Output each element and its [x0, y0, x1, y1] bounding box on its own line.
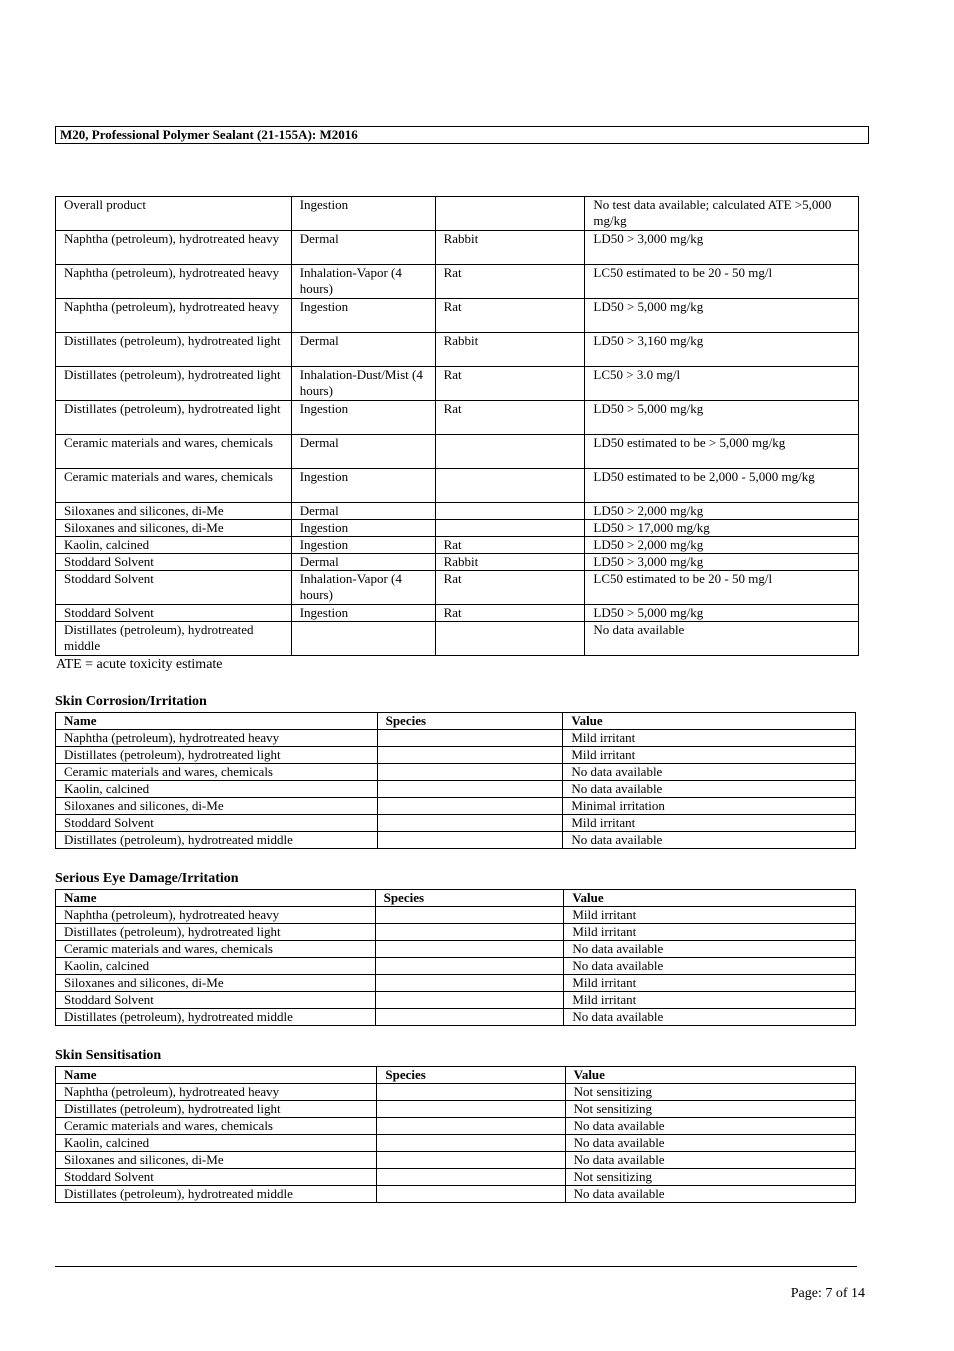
table-cell: Kaolin, calcined	[56, 537, 292, 554]
table-cell: LD50 > 5,000 mg/kg	[585, 299, 859, 333]
table-cell: LD50 estimated to be > 5,000 mg/kg	[585, 435, 859, 469]
table-cell: Distillates (petroleum), hydrotreated light	[56, 333, 292, 367]
skin-sensitisation-table	[55, 1066, 856, 1203]
table-cell: Stoddard Solvent	[56, 1169, 377, 1186]
table-cell: Siloxanes and silicones, di-Me	[56, 503, 292, 520]
table-cell: Siloxanes and silicones, di-Me	[56, 1152, 377, 1169]
table-row	[56, 231, 859, 265]
table-cell: Kaolin, calcined	[56, 958, 376, 975]
table-cell: Rabbit	[435, 554, 585, 571]
table-cell: No data available	[565, 1152, 855, 1169]
table-cell: Ceramic materials and wares, chemicals	[56, 941, 376, 958]
table-row	[56, 537, 859, 554]
table-row	[56, 435, 859, 469]
skin-corrosion-table	[55, 712, 856, 849]
document-header: M20, Professional Polymer Sealant (21-155A): M2016	[55, 126, 869, 144]
table-cell: Distillates (petroleum), hydrotreated light	[56, 747, 378, 764]
table-cell: Siloxanes and silicones, di-Me	[56, 975, 376, 992]
table-cell: Naphtha (petroleum), hydrotreated heavy	[56, 1084, 377, 1101]
column-header: Name	[56, 713, 378, 730]
column-header: Value	[565, 1067, 855, 1084]
table-row	[56, 958, 856, 975]
table-row	[56, 299, 859, 333]
table-cell: Dermal	[291, 231, 435, 265]
table-cell	[435, 520, 585, 537]
table-cell	[375, 907, 564, 924]
table-cell	[435, 622, 585, 656]
table-cell: Rat	[435, 265, 585, 299]
table-row	[56, 1152, 856, 1169]
table-row	[56, 554, 859, 571]
skin-sensitisation-title: Skin Sensitisation	[55, 1048, 162, 1063]
table-cell: LC50 estimated to be 20 - 50 mg/l	[585, 265, 859, 299]
table-cell	[435, 197, 585, 231]
table-cell: Ceramic materials and wares, chemicals	[56, 435, 292, 469]
table-cell	[291, 622, 435, 656]
table-cell	[375, 924, 564, 941]
acute-toxicity-table	[55, 196, 859, 656]
table-cell	[377, 730, 563, 747]
table-cell: Rat	[435, 401, 585, 435]
table-cell: Not sensitizing	[565, 1169, 855, 1186]
table-cell: Rabbit	[435, 333, 585, 367]
column-header: Value	[563, 713, 856, 730]
eye-damage-table	[55, 889, 856, 1026]
column-header: Species	[377, 713, 563, 730]
table-cell: Ingestion	[291, 401, 435, 435]
table-row	[56, 975, 856, 992]
table-cell	[375, 975, 564, 992]
table-cell: No data available	[563, 832, 856, 849]
table-cell	[377, 1169, 565, 1186]
table-cell	[377, 798, 563, 815]
table-cell: Inhalation-Vapor (4 hours)	[291, 265, 435, 299]
table-cell: Dermal	[291, 554, 435, 571]
table-cell	[375, 1009, 564, 1026]
table-row	[56, 924, 856, 941]
table-cell: LC50 estimated to be 20 - 50 mg/l	[585, 571, 859, 605]
table-cell: Ingestion	[291, 605, 435, 622]
table-cell: Rat	[435, 367, 585, 401]
table-row	[56, 197, 859, 231]
table-cell: Dermal	[291, 503, 435, 520]
table-cell	[377, 1118, 565, 1135]
table-cell	[377, 1101, 565, 1118]
table-cell: Mild irritant	[564, 924, 856, 941]
table-cell: Mild irritant	[563, 815, 856, 832]
table-cell: LC50 > 3.0 mg/l	[585, 367, 859, 401]
table-row	[56, 1009, 856, 1026]
table-row	[56, 798, 856, 815]
table-cell: Naphtha (petroleum), hydrotreated heavy	[56, 231, 292, 265]
table-cell: Distillates (petroleum), hydrotreated light	[56, 401, 292, 435]
table-cell: Naphtha (petroleum), hydrotreated heavy	[56, 730, 378, 747]
table-cell: LD50 > 2,000 mg/kg	[585, 503, 859, 520]
table-row	[56, 1186, 856, 1203]
table-row	[56, 367, 859, 401]
table-cell: Naphtha (petroleum), hydrotreated heavy	[56, 265, 292, 299]
table-cell: Ceramic materials and wares, chemicals	[56, 469, 292, 503]
table-header-row	[56, 890, 856, 907]
footer-divider	[55, 1266, 857, 1267]
table-cell: No data available	[564, 1009, 856, 1026]
table-row	[56, 571, 859, 605]
table-cell: Naphtha (petroleum), hydrotreated heavy	[56, 299, 292, 333]
column-header: Name	[56, 1067, 377, 1084]
table-row	[56, 832, 856, 849]
table-cell: Ingestion	[291, 469, 435, 503]
table-cell: Kaolin, calcined	[56, 781, 378, 798]
table-cell: LD50 > 5,000 mg/kg	[585, 605, 859, 622]
table-row	[56, 1118, 856, 1135]
table-cell: LD50 > 3,000 mg/kg	[585, 554, 859, 571]
table-cell: Distillates (petroleum), hydrotreated middle	[56, 1009, 376, 1026]
table-cell	[377, 1084, 565, 1101]
table-cell	[435, 469, 585, 503]
table-cell: Ingestion	[291, 299, 435, 333]
table-row	[56, 815, 856, 832]
table-cell	[377, 781, 563, 798]
table-row	[56, 401, 859, 435]
table-cell: Rabbit	[435, 231, 585, 265]
table-cell: Rat	[435, 537, 585, 554]
table-cell: No data available	[564, 941, 856, 958]
table-cell: Kaolin, calcined	[56, 1135, 377, 1152]
table-cell: Not sensitizing	[565, 1101, 855, 1118]
table-cell: Inhalation-Dust/Mist (4 hours)	[291, 367, 435, 401]
table-cell: Ceramic materials and wares, chemicals	[56, 1118, 377, 1135]
table-cell: Stoddard Solvent	[56, 571, 292, 605]
table-cell: Not sensitizing	[565, 1084, 855, 1101]
table-cell	[377, 747, 563, 764]
table-cell: Stoddard Solvent	[56, 815, 378, 832]
table-cell: Stoddard Solvent	[56, 992, 376, 1009]
table-row	[56, 781, 856, 798]
table-row	[56, 764, 856, 781]
column-header: Species	[377, 1067, 565, 1084]
table-cell: Ingestion	[291, 197, 435, 231]
table-cell: Stoddard Solvent	[56, 554, 292, 571]
table-cell: No data available	[565, 1135, 855, 1152]
table-row	[56, 747, 856, 764]
table-cell: LD50 > 17,000 mg/kg	[585, 520, 859, 537]
table-cell: Distillates (petroleum), hydrotreated light	[56, 924, 376, 941]
table-cell: Naphtha (petroleum), hydrotreated heavy	[56, 907, 376, 924]
table-cell: Overall product	[56, 197, 292, 231]
table-row	[56, 333, 859, 367]
table-cell: No data available	[565, 1118, 855, 1135]
table-cell: LD50 > 3,000 mg/kg	[585, 231, 859, 265]
table-row	[56, 622, 859, 656]
table-row	[56, 730, 856, 747]
table-header-row	[56, 1067, 856, 1084]
table-row	[56, 1084, 856, 1101]
table-cell: Mild irritant	[563, 730, 856, 747]
table-cell: Rat	[435, 299, 585, 333]
page-number: Page: 7 of 14	[790, 1286, 865, 1301]
table-cell: No data available	[563, 764, 856, 781]
table-cell: Rat	[435, 571, 585, 605]
table-cell	[377, 1152, 565, 1169]
table-cell: LD50 > 3,160 mg/kg	[585, 333, 859, 367]
table-cell: No test data available; calculated ATE >5,000 mg/kg	[585, 197, 859, 231]
table-cell	[377, 815, 563, 832]
table-cell: Mild irritant	[563, 747, 856, 764]
table-cell: LD50 estimated to be 2,000 - 5,000 mg/kg	[585, 469, 859, 503]
table-row	[56, 469, 859, 503]
table-cell: LD50 > 5,000 mg/kg	[585, 401, 859, 435]
table-row	[56, 1169, 856, 1186]
table-cell	[377, 832, 563, 849]
table-cell: Mild irritant	[564, 907, 856, 924]
table-cell: No data available	[564, 958, 856, 975]
eye-damage-title: Serious Eye Damage/Irritation	[55, 871, 239, 886]
table-cell: No data available	[563, 781, 856, 798]
table-cell: Siloxanes and silicones, di-Me	[56, 520, 292, 537]
table-cell	[375, 941, 564, 958]
table-row	[56, 992, 856, 1009]
table-cell: Mild irritant	[564, 992, 856, 1009]
table-header-row	[56, 713, 856, 730]
table-cell	[375, 992, 564, 1009]
table-cell: No data available	[585, 622, 859, 656]
table-cell: Ingestion	[291, 520, 435, 537]
table-cell: Dermal	[291, 333, 435, 367]
table-row	[56, 907, 856, 924]
table-cell	[435, 503, 585, 520]
table-cell: Rat	[435, 605, 585, 622]
column-header: Name	[56, 890, 376, 907]
table-row	[56, 605, 859, 622]
table-cell: Minimal irritation	[563, 798, 856, 815]
table-cell: Mild irritant	[564, 975, 856, 992]
table-cell: Distillates (petroleum), hydrotreated middle	[56, 622, 292, 656]
table-row	[56, 503, 859, 520]
table-cell: Distillates (petroleum), hydrotreated middle	[56, 1186, 377, 1203]
column-header: Value	[564, 890, 856, 907]
column-header: Species	[375, 890, 564, 907]
table-cell: No data available	[565, 1186, 855, 1203]
table-cell: Siloxanes and silicones, di-Me	[56, 798, 378, 815]
table-cell: Distillates (petroleum), hydrotreated light	[56, 1101, 377, 1118]
table-cell: Inhalation-Vapor (4 hours)	[291, 571, 435, 605]
table-cell: Dermal	[291, 435, 435, 469]
ate-note: ATE = acute toxicity estimate	[56, 657, 223, 672]
table-cell: Ceramic materials and wares, chemicals	[56, 764, 378, 781]
table-cell: Ingestion	[291, 537, 435, 554]
skin-corrosion-title: Skin Corrosion/Irritation	[55, 694, 207, 709]
table-row	[56, 520, 859, 537]
table-row	[56, 1101, 856, 1118]
table-cell: LD50 > 2,000 mg/kg	[585, 537, 859, 554]
table-cell	[435, 435, 585, 469]
table-row	[56, 1135, 856, 1152]
table-cell	[377, 1135, 565, 1152]
table-row	[56, 265, 859, 299]
table-cell: Stoddard Solvent	[56, 605, 292, 622]
table-cell	[377, 764, 563, 781]
table-cell	[377, 1186, 565, 1203]
table-row	[56, 941, 856, 958]
table-cell: Distillates (petroleum), hydrotreated light	[56, 367, 292, 401]
table-cell: Distillates (petroleum), hydrotreated middle	[56, 832, 378, 849]
table-cell	[375, 958, 564, 975]
